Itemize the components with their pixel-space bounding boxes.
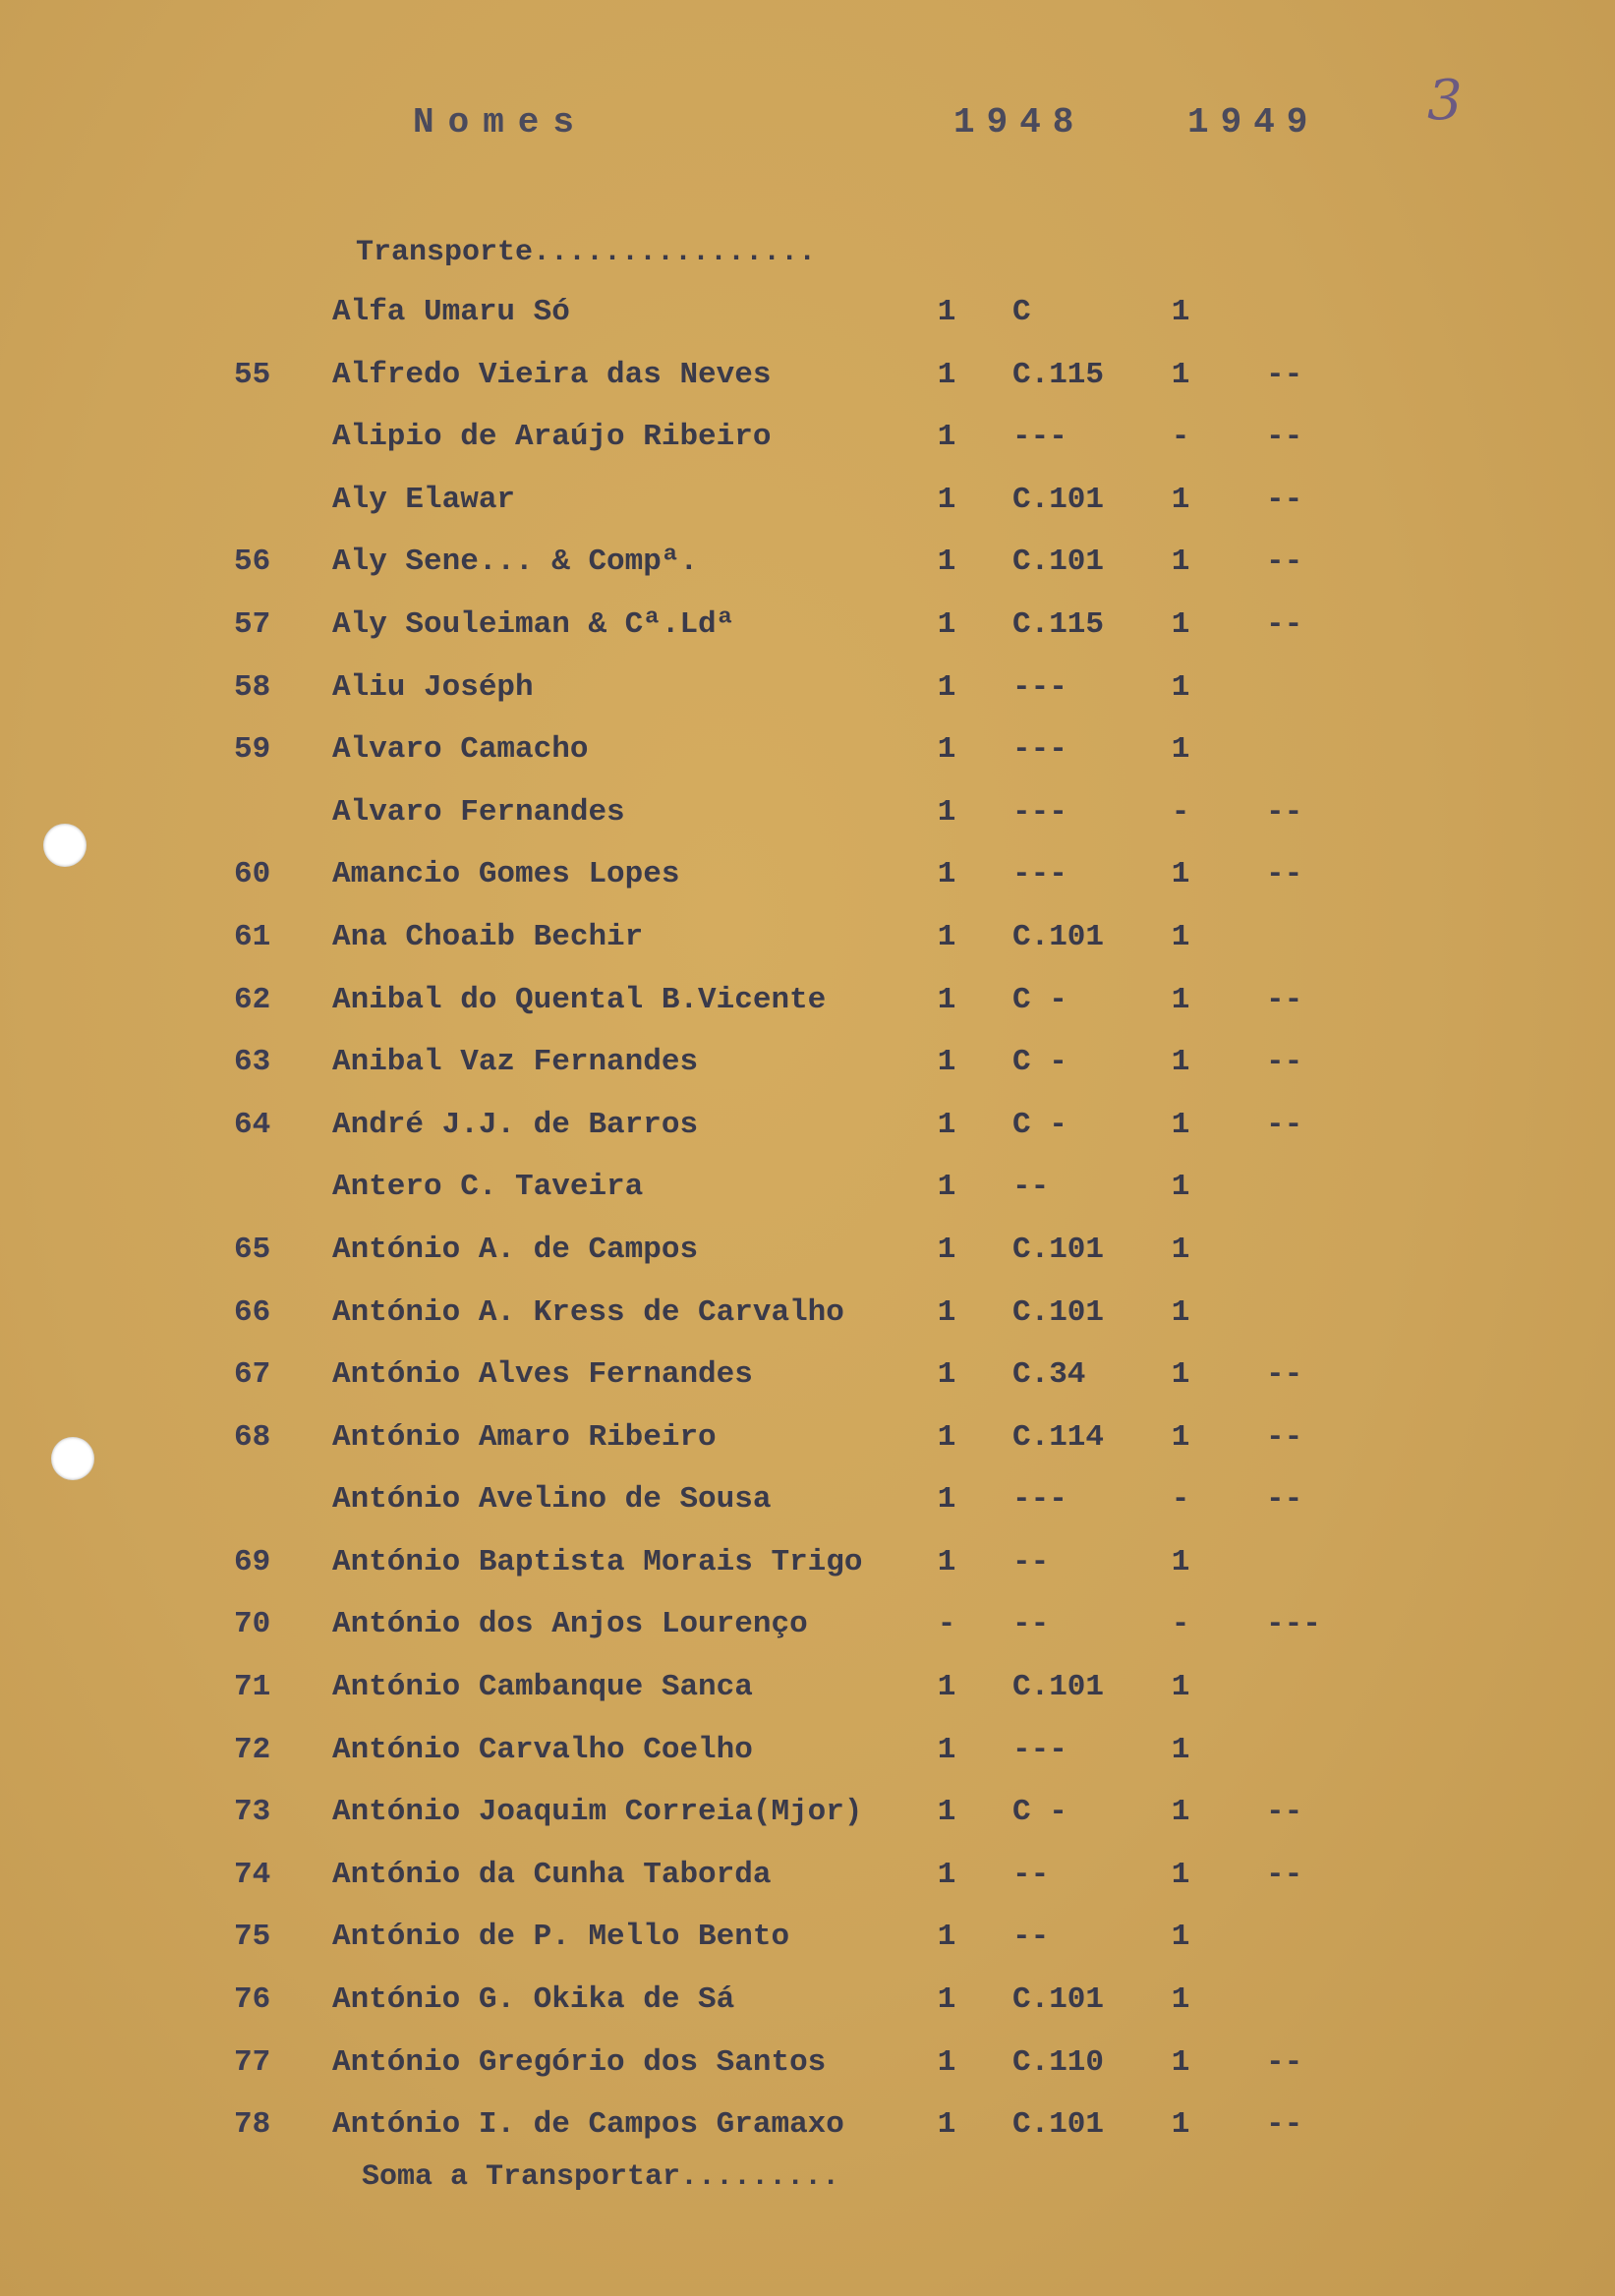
entry-name: António dos Anjos Lourenço xyxy=(332,1607,808,1642)
ledger-row xyxy=(0,1482,1615,1545)
page-number: 3 xyxy=(1427,69,1463,133)
entry-number: 66 xyxy=(234,1294,271,1330)
entry-col-1948-a: 1 xyxy=(937,1544,956,1579)
ledger-row xyxy=(0,1170,1615,1233)
entry-col-1948-b: C.110 xyxy=(1012,2044,1105,2080)
entry-col-1949-b: -- xyxy=(1266,1795,1303,1830)
entry-number: 65 xyxy=(234,1232,271,1267)
ledger-row xyxy=(0,2045,1615,2108)
entry-name: Aly Elawar xyxy=(332,482,516,517)
entry-name: Anibal Vaz Fernandes xyxy=(332,1045,699,1080)
entry-col-1948-b: C xyxy=(1012,295,1031,329)
entry-col-1948-b: C.101 xyxy=(1012,1670,1105,1705)
entry-number: 56 xyxy=(234,545,271,580)
entry-number: 75 xyxy=(234,1920,271,1955)
entry-col-1948-a: 1 xyxy=(937,1670,956,1705)
entry-col-1948-b: --- xyxy=(1012,857,1067,892)
entry-col-1949-b: -- xyxy=(1266,606,1303,642)
entry-col-1949-a: 1 xyxy=(1171,1670,1190,1705)
entry-name: António Cambanque Sanca xyxy=(332,1670,753,1705)
entry-name: Alvaro Camacho xyxy=(332,732,589,768)
entry-name: Aly Sene... & Compª. xyxy=(332,545,699,580)
header-year-1949: 1949 xyxy=(1187,102,1320,143)
entry-col-1948-a: 1 xyxy=(937,420,956,455)
ledger-row xyxy=(0,607,1615,670)
entry-name: Anibal do Quental B.Vicente xyxy=(332,982,827,1017)
entry-col-1949-a: 1 xyxy=(1171,732,1190,768)
entry-col-1948-a: 1 xyxy=(937,794,956,830)
entry-col-1948-a: 1 xyxy=(937,545,956,580)
entry-col-1948-b: C.115 xyxy=(1012,606,1105,642)
entry-col-1948-a: 1 xyxy=(937,982,956,1017)
entry-name: André J.J. de Barros xyxy=(332,1107,699,1142)
ledger-row xyxy=(0,1045,1615,1108)
entry-name: António I. de Campos Gramaxo xyxy=(332,2107,844,2143)
entry-name: Ana Choaib Bechir xyxy=(332,919,644,954)
entry-col-1948-a: 1 xyxy=(937,1795,956,1830)
entry-col-1949-a: 1 xyxy=(1171,1045,1190,1080)
entry-col-1949-b: -- xyxy=(1266,1419,1303,1455)
entry-col-1948-a: 1 xyxy=(937,1482,956,1518)
entry-col-1949-b: -- xyxy=(1266,357,1303,392)
ledger-row xyxy=(0,1733,1615,1796)
entry-col-1948-a: 1 xyxy=(937,1232,956,1267)
entry-col-1949-a: 1 xyxy=(1171,2107,1190,2143)
ledger-row xyxy=(0,545,1615,607)
entry-col-1949-b: -- xyxy=(1266,1045,1303,1080)
entry-number: 69 xyxy=(234,1544,271,1579)
entry-name: Antero C. Taveira xyxy=(332,1170,644,1205)
entry-col-1948-b: C.101 xyxy=(1012,2107,1105,2143)
entry-number: 78 xyxy=(234,2107,271,2143)
entry-col-1948-b: -- xyxy=(1012,1170,1050,1205)
entry-number: 64 xyxy=(234,1107,271,1142)
entry-col-1949-a: 1 xyxy=(1171,2044,1190,2080)
entry-col-1949-a: 1 xyxy=(1171,606,1190,642)
entry-col-1949-b: -- xyxy=(1266,482,1303,517)
ledger-row xyxy=(0,983,1615,1046)
entry-col-1949-a: 1 xyxy=(1171,1232,1190,1267)
entry-col-1948-b: C.34 xyxy=(1012,1357,1086,1393)
entry-name: Alipio de Araújo Ribeiro xyxy=(332,420,772,455)
entry-col-1948-a: 1 xyxy=(937,919,956,954)
ledger-row xyxy=(0,1420,1615,1483)
entry-col-1949-b: -- xyxy=(1266,1857,1303,1892)
entry-col-1948-a: 1 xyxy=(937,1294,956,1330)
entry-col-1949-a: 1 xyxy=(1171,357,1190,392)
entry-col-1948-b: -- xyxy=(1012,1607,1050,1642)
entry-name: António Baptista Morais Trigo xyxy=(332,1544,863,1579)
entry-name: António Amaro Ribeiro xyxy=(332,1419,717,1455)
header-year-1948: 1948 xyxy=(953,102,1086,143)
ledger-row xyxy=(0,1982,1615,2045)
entry-col-1949-a: - xyxy=(1171,1482,1190,1518)
entry-col-1948-a: 1 xyxy=(937,1982,956,2018)
ledger-row xyxy=(0,857,1615,920)
ledger-row xyxy=(0,1607,1615,1670)
entry-name: António A. de Campos xyxy=(332,1232,699,1267)
entry-name: Aliu Joséph xyxy=(332,669,534,705)
ledger-row xyxy=(0,1920,1615,1982)
entry-name: António de P. Mello Bento xyxy=(332,1920,790,1955)
entry-col-1949-b: -- xyxy=(1266,2044,1303,2080)
entry-col-1948-b: C.101 xyxy=(1012,545,1105,580)
entry-name: António Carvalho Coelho xyxy=(332,1732,753,1767)
ledger-row xyxy=(0,1108,1615,1171)
entry-name: Alfredo Vieira das Neves xyxy=(332,357,772,392)
entry-col-1948-a: 1 xyxy=(937,1419,956,1455)
entry-col-1948-a: 1 xyxy=(937,2107,956,2143)
ledger-row xyxy=(0,920,1615,983)
entry-col-1948-a: 1 xyxy=(937,1045,956,1080)
ledger-row xyxy=(0,483,1615,545)
entry-col-1948-a: 1 xyxy=(937,1857,956,1892)
entry-col-1948-b: C.114 xyxy=(1012,1419,1105,1455)
ledger-row xyxy=(0,1357,1615,1420)
entry-number: 58 xyxy=(234,669,271,705)
entry-col-1949-b: -- xyxy=(1266,1482,1303,1518)
entry-col-1949-b: -- xyxy=(1266,420,1303,455)
entry-col-1948-a: 1 xyxy=(937,2044,956,2080)
entry-col-1948-b: --- xyxy=(1012,420,1067,455)
entry-col-1948-a: 1 xyxy=(937,357,956,392)
entry-name: António Avelino de Sousa xyxy=(332,1482,772,1518)
entry-col-1948-b: C.115 xyxy=(1012,357,1105,392)
footer-total-line: Soma a Transportar......... xyxy=(362,2160,840,2194)
entry-name: António Joaquim Correia(Mjor) xyxy=(332,1795,863,1830)
entry-col-1949-a: - xyxy=(1171,1607,1190,1642)
entry-col-1948-a: 1 xyxy=(937,1920,956,1955)
ledger-row xyxy=(0,732,1615,795)
entry-col-1948-a: 1 xyxy=(937,669,956,705)
entry-col-1948-a: - xyxy=(937,1607,956,1642)
entry-col-1948-b: C.101 xyxy=(1012,482,1105,517)
entry-number: 62 xyxy=(234,982,271,1017)
entry-col-1948-a: 1 xyxy=(937,1107,956,1142)
entry-col-1949-a: 1 xyxy=(1171,1544,1190,1579)
entry-name: António A. Kress de Carvalho xyxy=(332,1294,844,1330)
entry-number: 57 xyxy=(234,606,271,642)
entry-col-1948-a: 1 xyxy=(937,1732,956,1767)
entry-col-1948-a: 1 xyxy=(937,732,956,768)
entry-col-1948-a: 1 xyxy=(937,606,956,642)
entry-col-1949-b: --- xyxy=(1266,1607,1321,1642)
entry-name: António Alves Fernandes xyxy=(332,1357,753,1393)
entry-name: Alvaro Fernandes xyxy=(332,794,625,830)
entry-col-1949-a: 1 xyxy=(1171,1795,1190,1830)
entry-col-1948-b: -- xyxy=(1012,1544,1050,1579)
entry-col-1949-a: - xyxy=(1171,420,1190,455)
entry-number: 70 xyxy=(234,1607,271,1642)
entry-col-1949-a: 1 xyxy=(1171,982,1190,1017)
entry-number: 77 xyxy=(234,2044,271,2080)
entry-col-1949-b: -- xyxy=(1266,545,1303,580)
entry-col-1948-b: --- xyxy=(1012,794,1067,830)
entry-col-1948-b: C.101 xyxy=(1012,1232,1105,1267)
entry-col-1948-b: C - xyxy=(1012,1045,1067,1080)
ledger-row xyxy=(0,1295,1615,1358)
entry-name: António da Cunha Taborda xyxy=(332,1857,772,1892)
entry-col-1949-a: 1 xyxy=(1171,1357,1190,1393)
entry-col-1949-b: -- xyxy=(1266,1357,1303,1393)
entry-col-1948-b: --- xyxy=(1012,1482,1067,1518)
ledger-row xyxy=(0,1670,1615,1733)
entry-col-1949-a: 1 xyxy=(1171,1107,1190,1142)
entry-number: 60 xyxy=(234,857,271,892)
ledger-row xyxy=(0,358,1615,421)
entry-col-1949-a: 1 xyxy=(1171,1920,1190,1955)
entry-col-1948-b: C - xyxy=(1012,1107,1067,1142)
entry-col-1949-a: 1 xyxy=(1171,295,1190,329)
entry-col-1948-a: 1 xyxy=(937,1170,956,1205)
entry-name: Amancio Gomes Lopes xyxy=(332,857,680,892)
entry-col-1949-a: 1 xyxy=(1171,482,1190,517)
entry-col-1949-a: - xyxy=(1171,794,1190,830)
entry-name: António G. Okika de Sá xyxy=(332,1982,735,2018)
entry-col-1949-b: -- xyxy=(1266,857,1303,892)
entry-col-1949-b: -- xyxy=(1266,2107,1303,2143)
entry-col-1948-a: 1 xyxy=(937,295,956,329)
entry-number: 72 xyxy=(234,1732,271,1767)
entry-col-1949-a: 1 xyxy=(1171,1170,1190,1205)
entry-col-1948-b: C.101 xyxy=(1012,1294,1105,1330)
entry-col-1949-a: 1 xyxy=(1171,857,1190,892)
entry-col-1948-a: 1 xyxy=(937,1357,956,1393)
entry-col-1949-a: 1 xyxy=(1171,1857,1190,1892)
entry-number: 74 xyxy=(234,1857,271,1892)
entry-number: 71 xyxy=(234,1670,271,1705)
entry-col-1949-a: 1 xyxy=(1171,919,1190,954)
entry-number: 55 xyxy=(234,357,271,392)
entry-col-1948-b: C.101 xyxy=(1012,919,1105,954)
ledger-row xyxy=(0,795,1615,858)
entry-col-1948-b: -- xyxy=(1012,1920,1050,1955)
entry-col-1949-a: 1 xyxy=(1171,1294,1190,1330)
entry-col-1948-b: --- xyxy=(1012,1732,1067,1767)
entry-col-1949-b: -- xyxy=(1266,1107,1303,1142)
entry-col-1948-b: C.101 xyxy=(1012,1982,1105,2018)
ledger-row xyxy=(0,1545,1615,1608)
entry-name: Aly Souleiman & Cª.Ldª xyxy=(332,606,735,642)
entry-col-1948-b: --- xyxy=(1012,669,1067,705)
entry-col-1949-a: 1 xyxy=(1171,1982,1190,2018)
entry-col-1948-a: 1 xyxy=(937,857,956,892)
ledger-row xyxy=(0,1858,1615,1921)
entry-col-1948-b: C - xyxy=(1012,982,1067,1017)
entry-number: 76 xyxy=(234,1982,271,2018)
entry-col-1948-a: 1 xyxy=(937,482,956,517)
header-names: Nomes xyxy=(413,102,589,143)
entry-number: 67 xyxy=(234,1357,271,1393)
entry-name: Alfa Umaru Só xyxy=(332,295,570,329)
entry-col-1949-a: 1 xyxy=(1171,1419,1190,1455)
ledger-row xyxy=(0,670,1615,733)
transport-line: Transporte................ xyxy=(356,236,817,269)
entry-col-1949-a: 1 xyxy=(1171,669,1190,705)
entry-name: António Gregório dos Santos xyxy=(332,2044,827,2080)
ledger-row xyxy=(0,295,1615,358)
ledger-row xyxy=(0,1795,1615,1858)
entry-col-1949-a: 1 xyxy=(1171,1732,1190,1767)
ledger-row xyxy=(0,1233,1615,1295)
entry-col-1949-b: -- xyxy=(1266,794,1303,830)
entry-col-1949-b: -- xyxy=(1266,982,1303,1017)
entry-number: 73 xyxy=(234,1795,271,1830)
entry-number: 63 xyxy=(234,1045,271,1080)
entry-col-1948-b: --- xyxy=(1012,732,1067,768)
entry-number: 61 xyxy=(234,919,271,954)
entry-number: 59 xyxy=(234,732,271,768)
entry-col-1948-b: C - xyxy=(1012,1795,1067,1830)
entry-col-1949-a: 1 xyxy=(1171,545,1190,580)
ledger-row xyxy=(0,420,1615,483)
entry-col-1948-b: -- xyxy=(1012,1857,1050,1892)
entry-number: 68 xyxy=(234,1419,271,1455)
ledger-rows xyxy=(0,295,1615,2170)
